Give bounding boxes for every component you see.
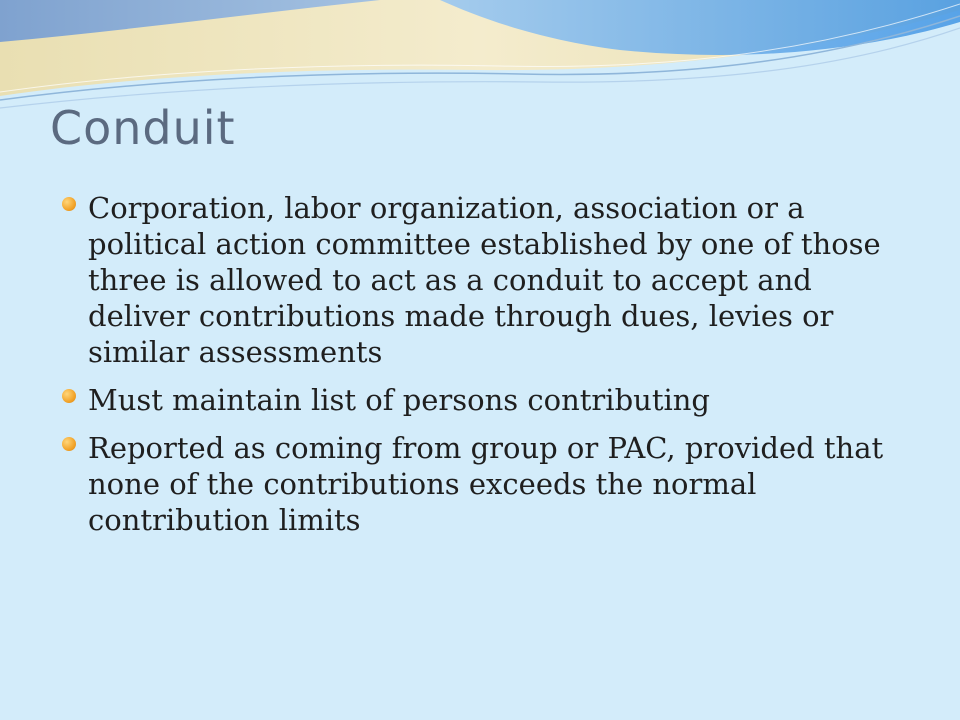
slide-title: Conduit bbox=[50, 101, 236, 155]
bullet-text: Corporation, labor organization, association or a political action committee established by one of those three is allowed to act as a conduit to accept and deliver contributions made through dues, levies or similar assessments bbox=[88, 191, 881, 369]
bullet-dot-icon bbox=[62, 437, 76, 451]
bullet-dot-icon bbox=[62, 389, 76, 403]
bullet-text: Reported as coming from group or PAC, provided that none of the contributions exceeds the normal contribution limits bbox=[88, 431, 884, 537]
bullet-item bbox=[60, 190, 910, 370]
bullet-dot-icon bbox=[62, 197, 76, 211]
bullet-list bbox=[60, 190, 910, 550]
bullet-item bbox=[60, 430, 910, 538]
bullet-item bbox=[60, 382, 910, 418]
bullet-text: Must maintain list of persons contributing bbox=[88, 383, 710, 417]
